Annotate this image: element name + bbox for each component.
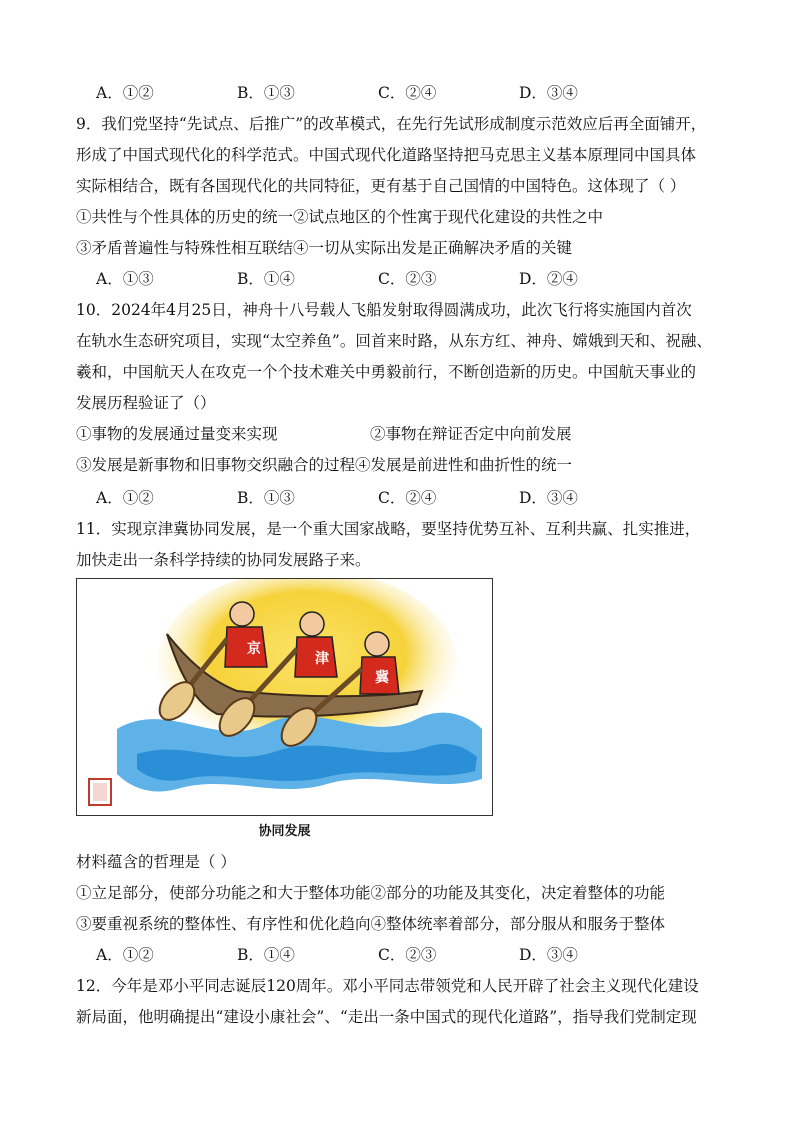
q8-option-a[interactable]: A．①② <box>96 84 154 102</box>
q10-option-d[interactable]: D．③④ <box>519 489 578 507</box>
q10-stem-line-2: 在轨水生态研究项目，实现“太空养鱼”。回首来时路，从东方红、神舟、嫦娥到天和、祝融、 <box>76 332 712 350</box>
q8-options <box>96 83 660 103</box>
q10-stem-line-3: 羲和，中国航天人在攻克一个个技术难关中勇毅前行，不断创造新的历史。中国航天事业的 <box>76 363 697 381</box>
q9-option-c[interactable]: C．②③ <box>378 270 437 288</box>
q10-option-b[interactable]: B．①③ <box>237 489 295 507</box>
q10-statements-1 <box>76 424 572 444</box>
q10-statement-2: ②事物在辩证否定中向前发展 <box>370 425 572 443</box>
q10-option-a[interactable]: A．①② <box>96 489 154 507</box>
q9-stem-line-1: 9．我们党坚持“先试点、后推广”的改革模式，在先行先试形成制度示范效应后再全面铺开， <box>76 115 707 133</box>
q8-option-d[interactable]: D．③④ <box>519 84 578 102</box>
q11-statements-1: ①立足部分，使部分功能之和大于整体功能②部分的功能及其变化，决定着整体的功能 <box>76 884 666 902</box>
q10-statements-2: ③发展是新事物和旧事物交织融合的过程④发展是前进性和曲折性的统一 <box>76 456 573 474</box>
q10-option-c[interactable]: C．②④ <box>378 489 437 507</box>
q11-stem-line-2: 加快走出一条科学持续的协同发展路子来。 <box>76 551 371 569</box>
q11-option-b[interactable]: B．①④ <box>237 946 295 964</box>
cartoon-drawing <box>77 579 492 815</box>
q9-option-d[interactable]: D．②④ <box>519 270 578 288</box>
q11-statements-2: ③要重视系统的整体性、有序性和优化趋向④整体统率着部分，部分服从和服务于整体 <box>76 915 666 933</box>
rower-label-1: 京 <box>247 641 261 657</box>
q10-stem-line-4: 发展历程验证了（） <box>76 394 216 412</box>
rower-label-2: 津 <box>315 651 329 667</box>
q9-option-a[interactable]: A．①③ <box>96 270 154 288</box>
q10-options <box>96 488 660 508</box>
q9-stem-line-2: 形成了中国式现代化的科学范式。中国式现代化道路坚持把马克思主义基本原理同中国具体 <box>76 146 697 164</box>
q9-options <box>96 269 660 289</box>
q8-option-c[interactable]: C．②④ <box>378 84 437 102</box>
rower-label-3: 冀 <box>375 670 389 686</box>
q9-stem-line-3: 实际相结合，既有各国现代化的共同特征，更有基于自己国情的中国特色。这体现了（ ） <box>76 177 686 195</box>
q12-stem-line-1: 12．今年是邓小平同志诞辰120周年。邓小平同志带领党和人民开辟了社会主义现代化建设 <box>76 977 699 995</box>
cartoon-image <box>76 578 493 816</box>
q10-statement-1: ①事物的发展通过量变来实现 <box>76 425 278 443</box>
q10-stem-line-1: 10．2024年4月25日，神舟十八号载人飞船发射取得圆满成功，此次飞行将实施国内首次 <box>76 301 692 319</box>
q11-option-a[interactable]: A．①② <box>96 946 154 964</box>
q9-option-b[interactable]: B．①④ <box>237 270 295 288</box>
cartoon-caption: 协同发展 <box>258 824 311 839</box>
q9-statements-2: ③矛盾普遍性与特殊性相互联结④一切从实际出发是正确解决矛盾的关键 <box>76 239 573 257</box>
artist-seal-inner <box>93 783 107 801</box>
q12-stem-line-2: 新局面，他明确提出“建设小康社会”、“走出一条中国式的现代化道路”，指导我们党制定现 <box>76 1008 697 1026</box>
q11-options <box>96 945 660 965</box>
q11-question: 材料蕴含的哲理是（ ） <box>76 853 236 871</box>
q8-option-b[interactable]: B．①③ <box>237 84 295 102</box>
q9-statements-1: ①共性与个性具体的历史的统一②试点地区的个性寓于现代化建设的共性之中 <box>76 208 604 226</box>
q11-option-c[interactable]: C．②③ <box>378 946 437 964</box>
q11-option-d[interactable]: D．③④ <box>519 946 578 964</box>
q11-stem-line-1: 11．实现京津冀协同发展，是一个重大国家战略，要坚持优势互补、互利共赢、扎实推进， <box>76 520 701 538</box>
